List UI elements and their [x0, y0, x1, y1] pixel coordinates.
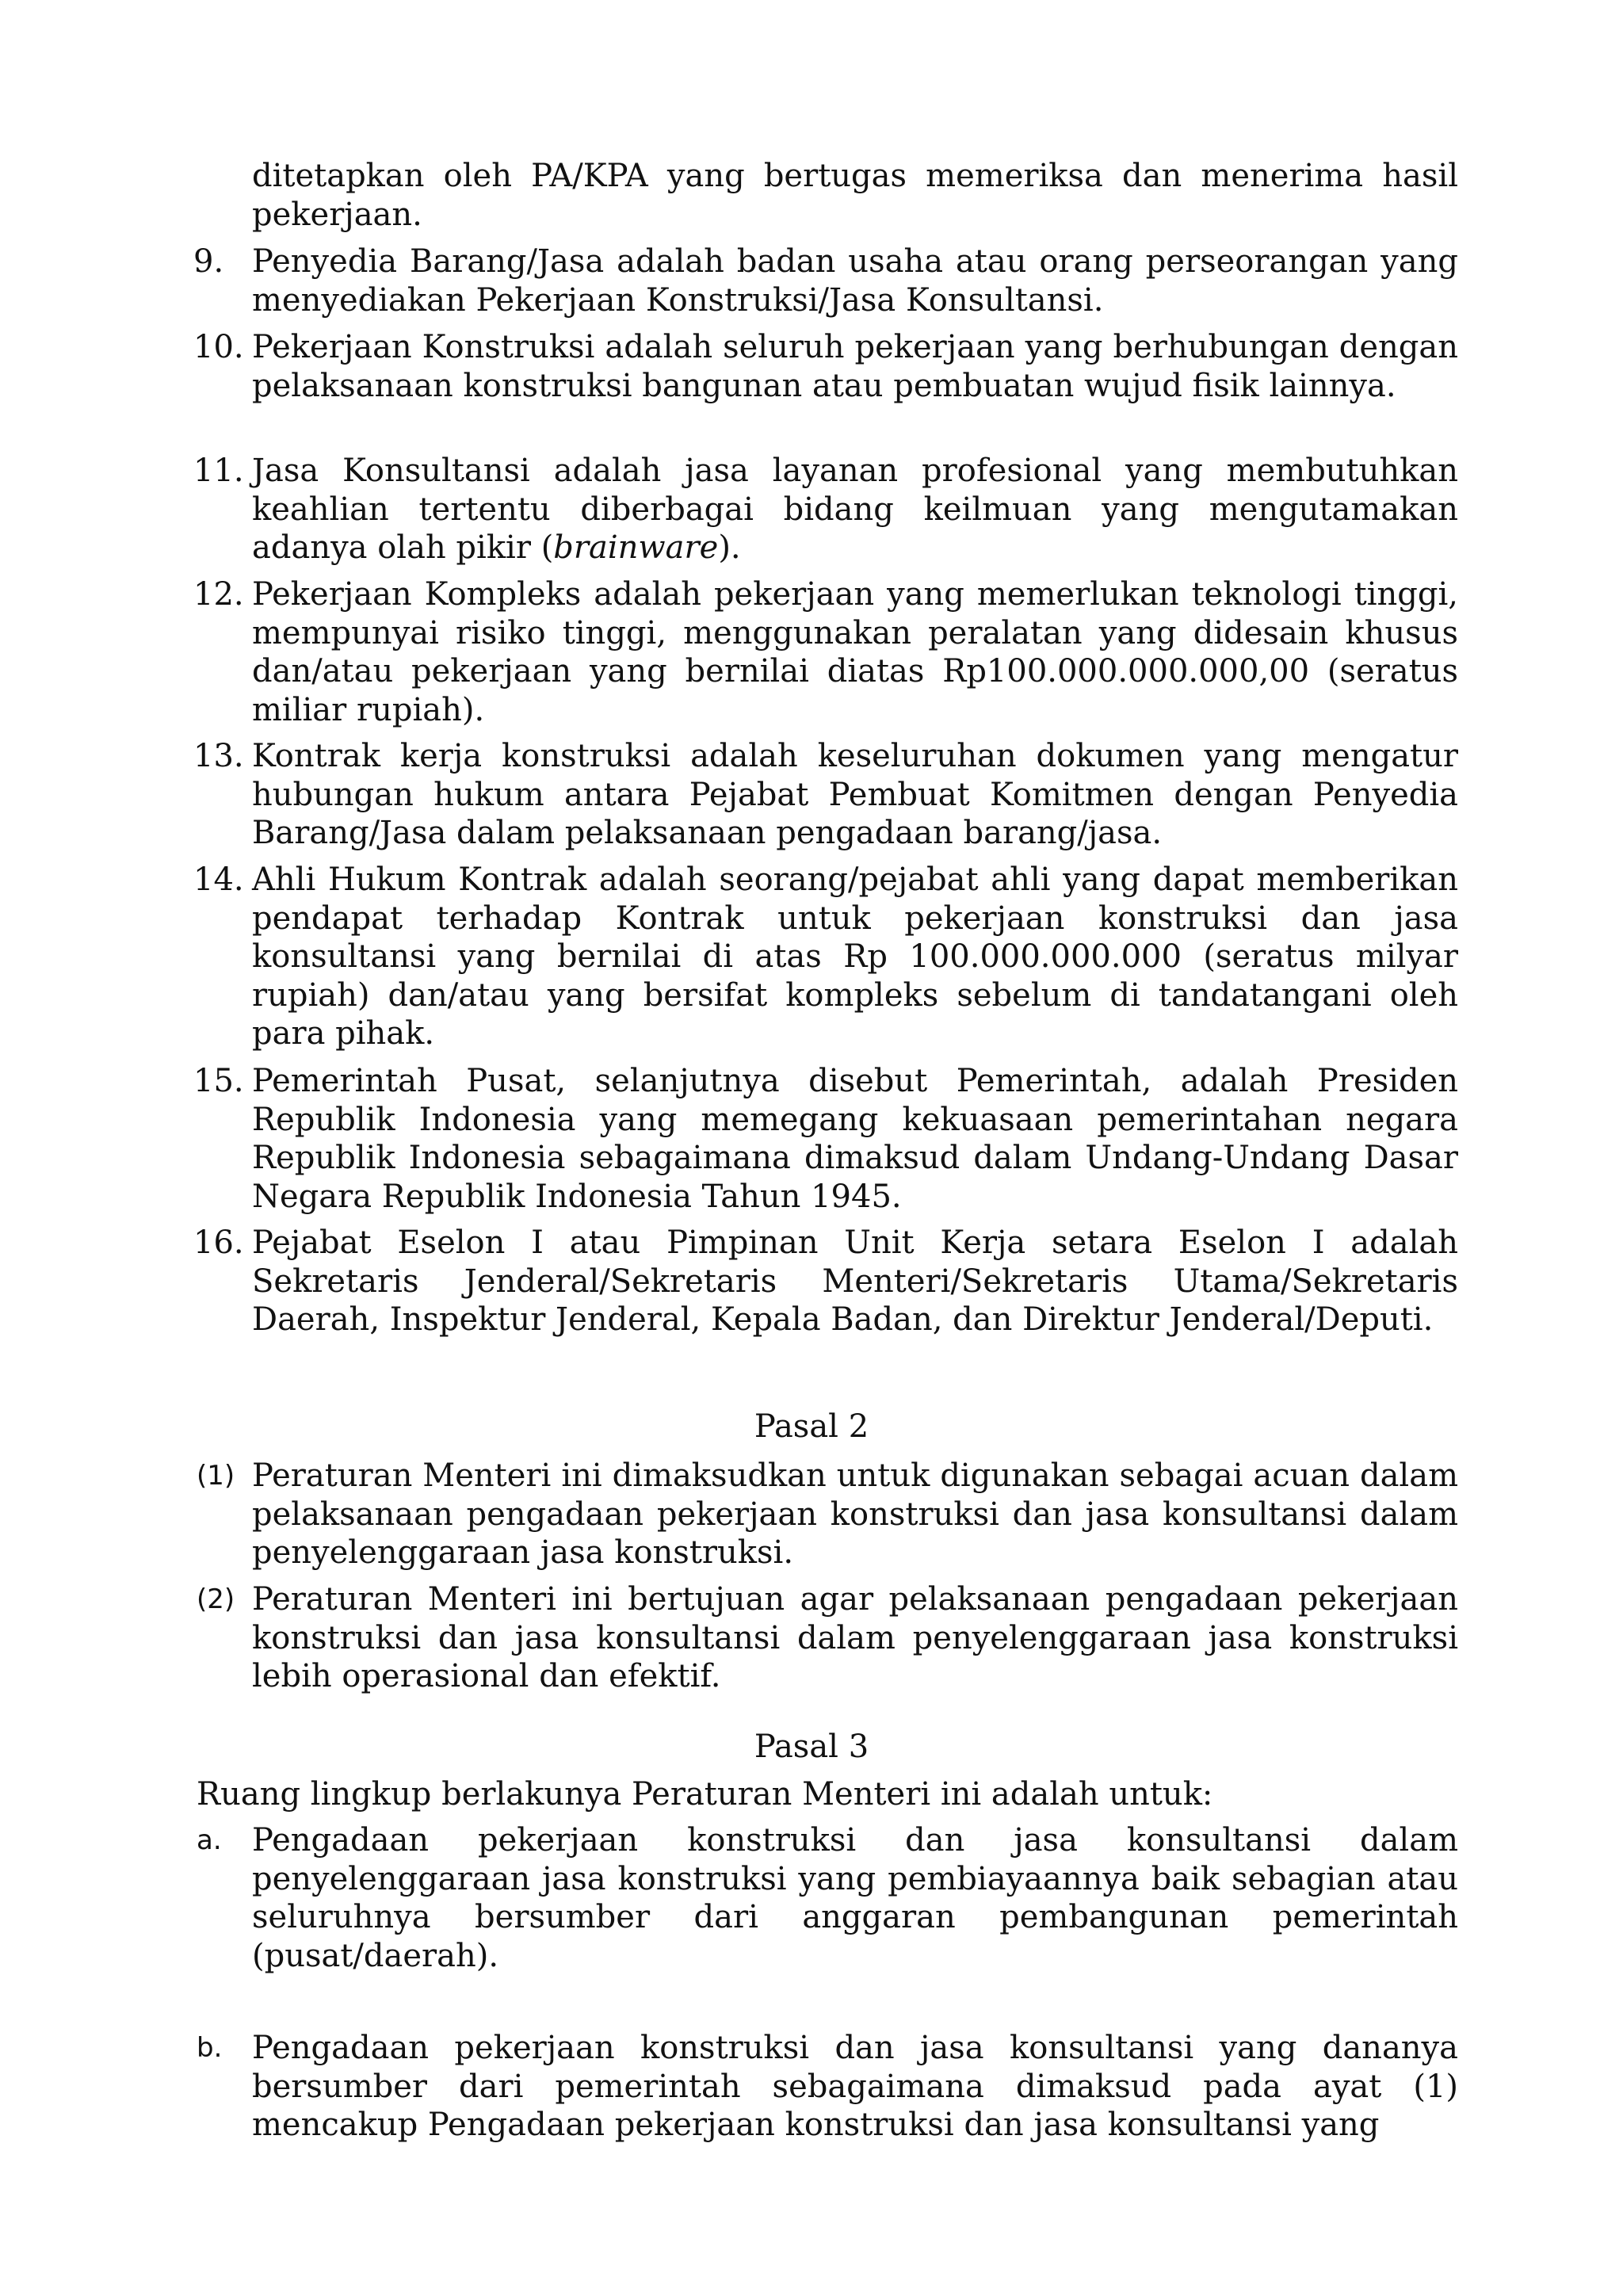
- definition-number-10: 10.: [193, 329, 244, 365]
- definition-text-16: Pejabat Eselon I atau Pimpinan Unit Kerja setara Eselon I adalah Sekretaris Jenderal/Sekretaris Menteri/Sekretaris Utama/Sekretaris Daerah, Inspektur Jenderal, Kepala Badan, dan Direktur Jenderal/Deputi.: [252, 1224, 1458, 1338]
- definition-text-13: Kontrak kerja konstruksi adalah keseluruhan dokumen yang mengatur hubungan hukum antara Pejabat Pembuat Komitmen dengan Penyedia Barang/Jasa dalam pelaksanaan pengadaan barang/jasa.: [252, 738, 1458, 851]
- pasal-3-letter-a: a.: [197, 1824, 222, 1856]
- definition-text-11-main: Jasa Konsultansi adalah jasa layanan profesional yang membutuhkan keahlian tertentu diberbagai bidang keilmuan yang mengutamakan adanya olah pikir (: [252, 453, 1458, 566]
- definition-number-14: 14.: [193, 861, 244, 898]
- definition-text-9: Penyedia Barang/Jasa adalah badan usaha atau orang perseorangan yang menyediakan Pekerjaan Konstruksi/Jasa Konsultansi.: [252, 243, 1458, 319]
- definition-text-11-end: ).: [718, 529, 741, 566]
- definition-number-9: 9.: [193, 243, 224, 280]
- pasal-2-text-2: Peraturan Menteri ini bertujuan agar pelaksanaan pengadaan pekerjaan konstruksi dan jasa konsultansi dalam penyelenggaraan jasa konstruksi lebih operasional dan efektif.: [252, 1581, 1458, 1694]
- pasal-2-number-2: (2): [197, 1584, 235, 1615]
- pasal-2-heading: Pasal 2: [754, 1408, 869, 1445]
- pasal-3-text-b: Pengadaan pekerjaan konstruksi dan jasa konsultansi yang dananya bersumber dari pemerintah sebagaimana dimaksud pada ayat (1) mencakup Pengadaan pekerjaan konstruksi dan jasa konsultansi yang: [252, 2030, 1458, 2143]
- pasal-3-letter-b: b.: [197, 2032, 223, 2064]
- definition-text-11-italic: brainware: [553, 529, 719, 566]
- definition-text-14: Ahli Hukum Kontrak adalah seorang/pejabat ahli yang dapat memberikan pendapat terhadap Kontrak untuk pekerjaan konstruksi dan jasa konsultansi yang bernilai di atas Rp 100.000.000.000 (seratus milyar rupiah) dan/atau yang bersifat kompleks sebelum di tandatangani oleh para pihak.: [252, 861, 1458, 1052]
- definition-text-10: Pekerjaan Konstruksi adalah seluruh pekerjaan yang berhubungan dengan pelaksanaan konstruksi bangunan atau pembuatan wujud fisik lainnya.: [252, 329, 1458, 404]
- definition-text-11: [252, 452, 1458, 567]
- definition-number-13: 13.: [193, 738, 244, 774]
- definition-number-15: 15.: [193, 1063, 244, 1099]
- pasal-2-text-1: Peraturan Menteri ini dimaksudkan untuk digunakan sebagai acuan dalam pelaksanaan pengadaan pekerjaan konstruksi dan jasa konsultansi dalam penyelenggaraan jasa konstruksi.: [252, 1457, 1458, 1571]
- definition-number-16: 16.: [193, 1224, 244, 1261]
- definition-number-12: 12.: [193, 576, 244, 613]
- definition-text-12: Pekerjaan Kompleks adalah pekerjaan yang memerlukan teknologi tinggi, mempunyai risiko tinggi, menggunakan peralatan yang didesain khusus dan/atau pekerjaan yang bernilai diatas Rp100.000.000.000,00 (seratus miliar rupiah).: [252, 576, 1458, 728]
- pasal-2-number-1: (1): [197, 1460, 235, 1492]
- definition-continuation: ditetapkan oleh PA/KPA yang bertugas memeriksa dan menerima hasil pekerjaan.: [252, 158, 1458, 233]
- pasal-3-text-a: Pengadaan pekerjaan konstruksi dan jasa konsultansi dalam penyelenggaraan jasa konstruksi yang pembiayaannya baik sebagian atau seluruhnya bersumber dari anggaran pembangunan pemerintah (pusat/daerah).: [252, 1822, 1458, 1974]
- pasal-3-intro: Ruang lingkup berlakunya Peraturan Menteri ini adalah untuk:: [197, 1776, 1213, 1813]
- definition-text-15: Pemerintah Pusat, selanjutnya disebut Pemerintah, adalah Presiden Republik Indonesia yang memegang kekuasaan pemerintahan negara Republik Indonesia sebagaimana dimaksud dalam Undang-Undang Dasar Negara Republik Indonesia Tahun 1945.: [252, 1063, 1458, 1215]
- pasal-3-heading: Pasal 3: [754, 1729, 869, 1765]
- definition-number-11: 11.: [193, 453, 244, 489]
